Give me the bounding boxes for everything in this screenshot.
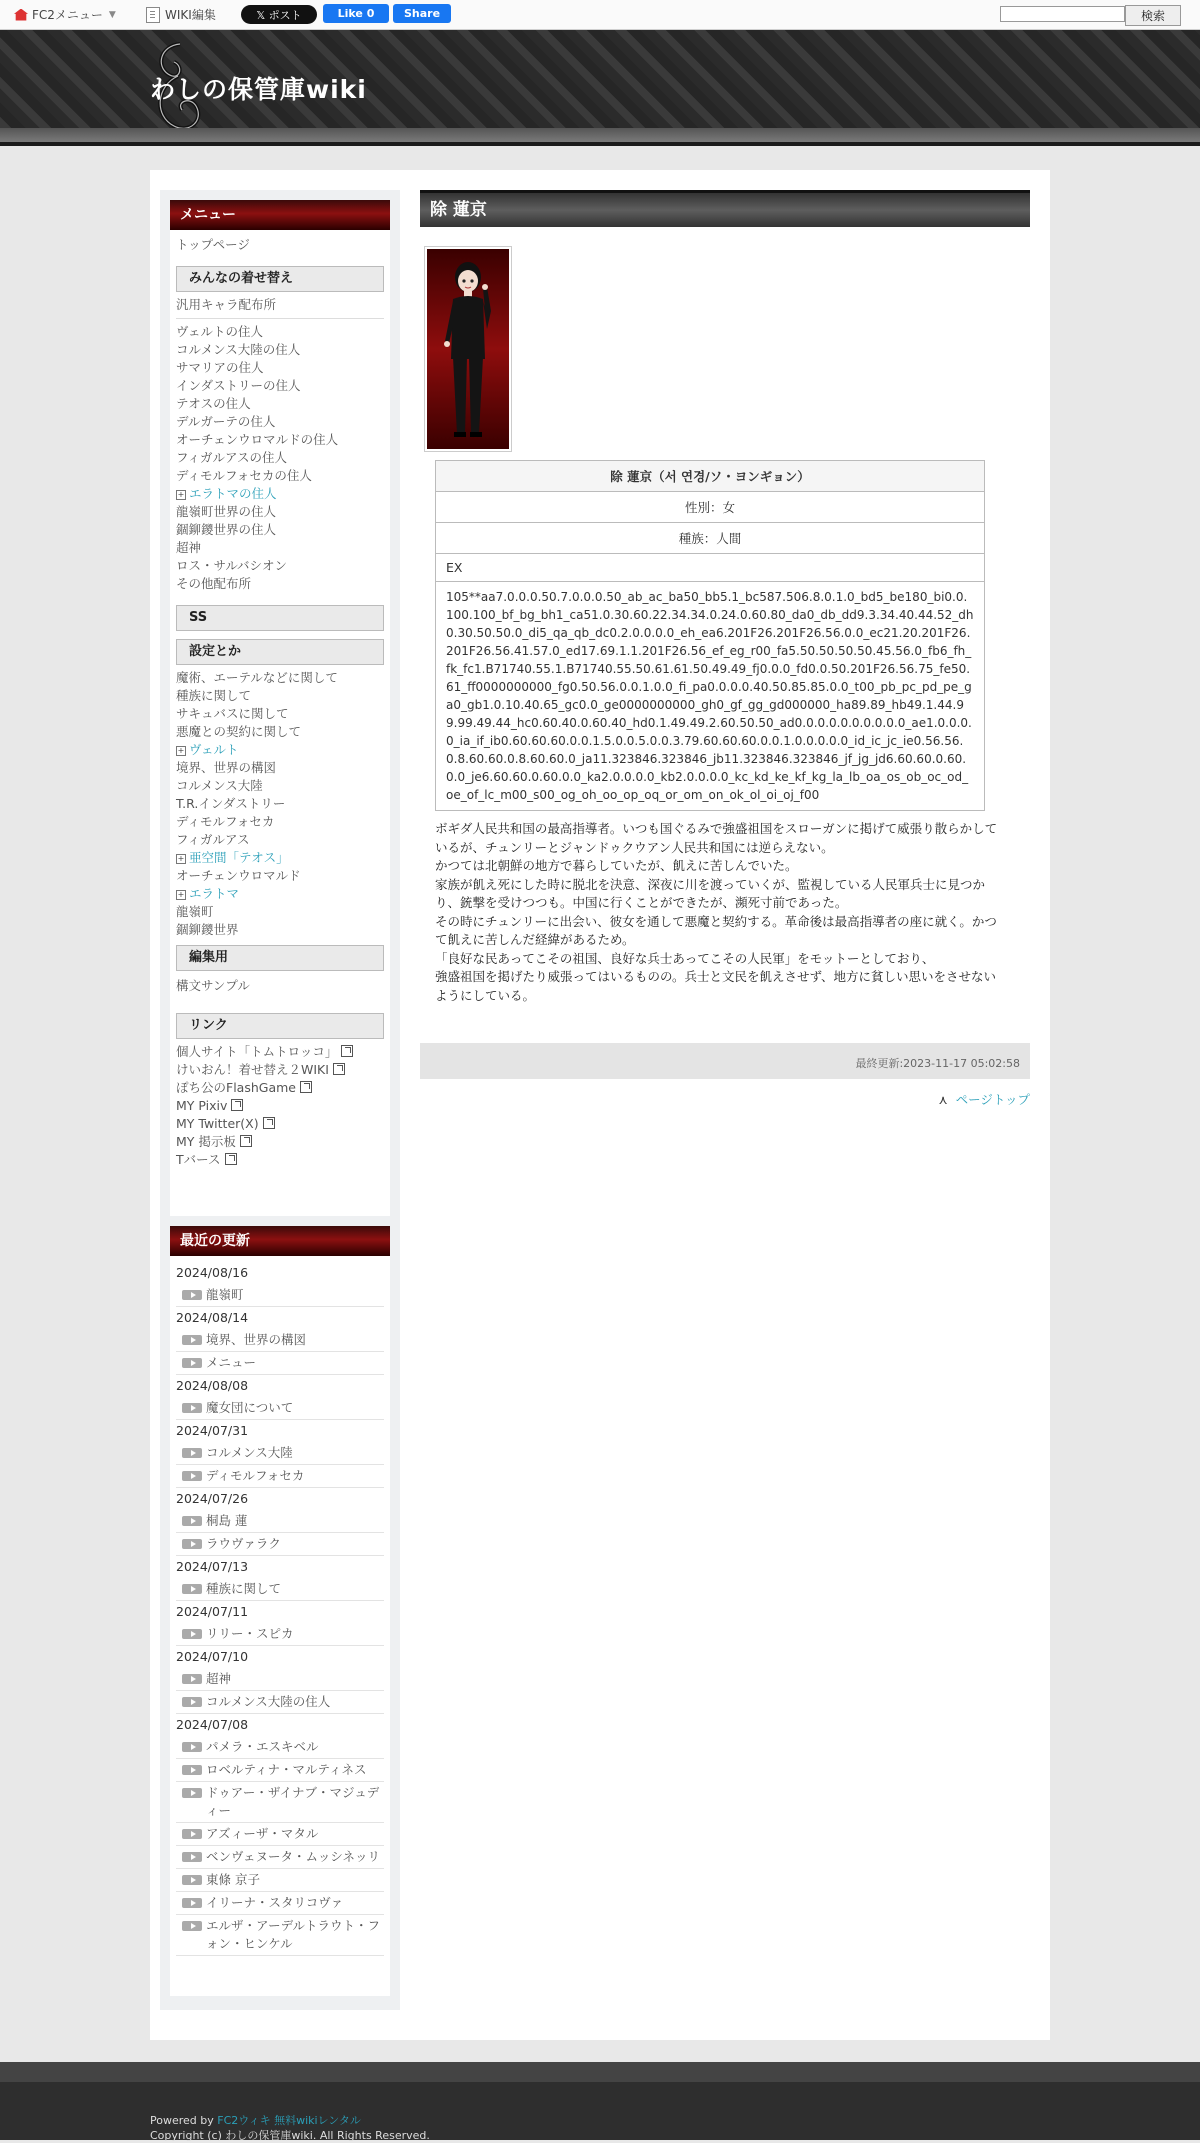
- search-input[interactable]: [1000, 6, 1125, 22]
- links-list: [170, 1043, 390, 1169]
- sidebar-item-resident-label: コルメンス大陸の住人: [176, 342, 301, 357]
- sidebar-item-resident-label: その他配布所: [176, 576, 252, 591]
- sidebar-external-link-6[interactable]: [176, 1151, 384, 1169]
- recent-update-item[interactable]: [176, 1823, 384, 1846]
- sidebar-item-resident-0[interactable]: [176, 323, 384, 341]
- play-arrow-icon: [182, 1788, 202, 1798]
- recent-update-label: ドゥアー・ザイナブ・マジュディー: [206, 1785, 380, 1818]
- last-updated-bar: [420, 1043, 1030, 1079]
- description-paragraph: 強盛祖国を掲げたり威張ってはいるものの。兵士と文民を飢えさせず、地方に貧しい思いをさせないようにしている。: [435, 969, 997, 1003]
- play-arrow-icon: [182, 1829, 202, 1839]
- sidebar-item-resident-10[interactable]: [176, 503, 384, 521]
- play-arrow-icon: [182, 1516, 202, 1526]
- recent-update-item[interactable]: [176, 1915, 384, 1956]
- main-content: [420, 190, 1030, 1107]
- external-link-icon: [231, 1099, 243, 1111]
- edit-page-icon: [146, 7, 160, 23]
- sidebar-item-setting-label: ヴェルト: [189, 742, 239, 757]
- sidebar-item-resident-label: ロス・サルバシオン: [176, 558, 288, 573]
- facebook-share-button[interactable]: Share: [393, 4, 451, 23]
- recent-update-label: 境界、世界の構図: [206, 1332, 307, 1347]
- sidebar-item-resident-label: テオスの住人: [176, 396, 251, 411]
- sidebar-item-resident-12[interactable]: [176, 539, 384, 557]
- play-arrow-icon: [182, 1742, 202, 1752]
- external-link-label: ぽち公のFlashGame: [176, 1080, 296, 1095]
- recent-update-label: 龍嶺町: [206, 1287, 244, 1302]
- external-link-icon: [263, 1117, 275, 1129]
- recent-updates-title: 最近の更新: [170, 1226, 390, 1256]
- sidebar-external-link-5[interactable]: [176, 1133, 384, 1151]
- character-image[interactable]: [424, 246, 512, 452]
- sidebar-item-setting-7[interactable]: [176, 795, 384, 813]
- sidebar-item-setting-label: 魔術、エーテルなどに関して: [176, 670, 338, 685]
- recent-date: 2024/07/26: [176, 1491, 249, 1506]
- expand-plus-icon[interactable]: +: [177, 746, 185, 755]
- recent-update-item[interactable]: [176, 1668, 384, 1691]
- sidebar-item-resident-7[interactable]: [176, 449, 384, 467]
- menu-title: メニュー: [170, 200, 390, 230]
- sidebar-item-top-page[interactable]: トップページ: [176, 237, 250, 252]
- recent-update-label: アズィーザ・マタル: [206, 1826, 319, 1841]
- sidebar-item-setting-label: 境界、世界の構図: [176, 760, 277, 775]
- play-arrow-icon: [182, 1674, 202, 1684]
- play-arrow-icon: [182, 1471, 202, 1481]
- sidebar-item-resident-label: 超神: [176, 540, 202, 555]
- recent-update-label: 種族に関して: [206, 1581, 282, 1596]
- sidebar-section-settings: 設定とか: [176, 639, 384, 665]
- recent-date: 2024/07/08: [176, 1717, 249, 1732]
- sidebar-item-setting-label: 悪魔との契約に関して: [176, 724, 302, 739]
- play-arrow-icon: [182, 1765, 202, 1775]
- recent-date: 2024/07/13: [176, 1559, 249, 1574]
- sidebar-item-resident-label: ディモルフォセカの住人: [176, 468, 312, 483]
- sidebar-item-resident-2[interactable]: [176, 359, 384, 377]
- sidebar-item-resident-label: サマリアの住人: [176, 360, 264, 375]
- recent-update-item[interactable]: [176, 1510, 384, 1533]
- sidebar-item-setting-1[interactable]: [176, 687, 384, 705]
- ex-label-cell: EX: [436, 554, 985, 582]
- fc2-menu-label: FC2メニュー: [32, 8, 103, 22]
- recent-update-label: 超神: [206, 1671, 232, 1686]
- description-paragraph: かつては北朝鮮の地方で暮らしていたが、飢えに苦しんでいた。: [435, 858, 798, 873]
- site-footer: [0, 2062, 1200, 2140]
- recent-update-label: ラウヴァラク: [206, 1536, 281, 1551]
- external-link-icon: [240, 1135, 252, 1147]
- sidebar-item-resident-3[interactable]: [176, 377, 384, 395]
- play-arrow-icon: [182, 1898, 202, 1908]
- home-icon: [14, 9, 28, 21]
- race-cell: 種族：人間: [436, 523, 985, 554]
- play-arrow-icon: [182, 1290, 202, 1300]
- sidebar-item-resident-label: デルガーテの住人: [176, 414, 276, 429]
- recent-update-label: ベンヴェヌータ・ムッシネッリ: [206, 1849, 381, 1864]
- sidebar-item-setting-0[interactable]: [176, 669, 384, 687]
- recent-update-item[interactable]: [176, 1846, 384, 1869]
- last-updated: 最終更新:2023-11-17 05:02:58: [855, 1057, 1020, 1070]
- recent-update-item[interactable]: [176, 1782, 384, 1823]
- recent-update-item[interactable]: [176, 1329, 384, 1352]
- play-arrow-icon: [182, 1403, 202, 1413]
- recent-update-item[interactable]: [176, 1736, 384, 1759]
- recent-date: 2024/08/14: [176, 1310, 249, 1325]
- page-title: 除 蓮京: [420, 190, 1030, 227]
- sidebar-item-resident-9[interactable]: [176, 485, 384, 503]
- recent-update-item[interactable]: [176, 1442, 384, 1465]
- sidebar-section-edit: 編集用: [176, 945, 384, 971]
- recent-update-item[interactable]: [176, 1284, 384, 1307]
- play-arrow-icon: [182, 1852, 202, 1862]
- sidebar: [160, 190, 400, 2010]
- play-arrow-icon: [182, 1584, 202, 1594]
- sidebar-item-resident-13[interactable]: [176, 557, 384, 575]
- search-button[interactable]: 検索: [1125, 5, 1181, 26]
- sidebar-item-setting-label: コルメンス大陸: [176, 778, 263, 793]
- settings-list: [170, 669, 390, 939]
- fc2-toolbar: [0, 0, 1200, 30]
- sidebar-item-setting-11[interactable]: [176, 867, 384, 885]
- sidebar-section-ss[interactable]: SS: [176, 605, 384, 631]
- play-arrow-icon: [182, 1921, 202, 1931]
- sidebar-external-link-0[interactable]: [176, 1043, 384, 1061]
- recent-update-item[interactable]: [176, 1578, 384, 1601]
- sidebar-item-setting-label: サキュバスに関して: [176, 706, 289, 721]
- page-container: [150, 170, 1050, 2040]
- external-link-icon: [341, 1045, 353, 1057]
- footer-copyright: Copyright (c) わしの保管庫wiki. All Rights Reserved.: [150, 2129, 430, 2142]
- sidebar-item-resident-14[interactable]: [176, 575, 384, 593]
- recent-update-label: 東條 京子: [206, 1872, 260, 1887]
- sidebar-item-resident-5[interactable]: [176, 413, 384, 431]
- recent-update-label: パメラ・エスキベル: [206, 1739, 319, 1754]
- recent-update-item[interactable]: [176, 1397, 384, 1420]
- sex-cell: 性別：女: [436, 492, 985, 523]
- recent-update-item[interactable]: [176, 1759, 384, 1782]
- sidebar-item-resident-label: 龍嶺町世界の住人: [176, 504, 277, 519]
- recent-date: 2024/07/11: [176, 1604, 249, 1619]
- character-name-cell: 除 蓮京（서 연경/ソ・ヨンギョン）: [436, 461, 985, 492]
- play-arrow-icon: [182, 1629, 202, 1639]
- sidebar-item-resident-8[interactable]: [176, 467, 384, 485]
- sidebar-item-resident-4[interactable]: [176, 395, 384, 413]
- play-arrow-icon: [182, 1358, 202, 1368]
- expand-plus-icon[interactable]: +: [177, 490, 185, 499]
- sidebar-item-setting-label: T.R.インダストリー: [176, 796, 286, 811]
- page-top-link[interactable]: [938, 1090, 1030, 1108]
- external-link-icon: [300, 1081, 312, 1093]
- play-arrow-icon: [182, 1697, 202, 1707]
- x-post-button[interactable]: 𝕏 ポスト: [241, 5, 317, 24]
- sidebar-item-setting-13[interactable]: [176, 903, 384, 921]
- sidebar-item-setting-4[interactable]: [176, 741, 384, 759]
- recent-date: 2024/07/31: [176, 1423, 249, 1438]
- sidebar-external-link-2[interactable]: [176, 1079, 384, 1097]
- powered-by-label: Powered by: [150, 2114, 218, 2127]
- recent-date: 2024/08/16: [176, 1265, 249, 1280]
- sidebar-item-setting-14[interactable]: [176, 921, 384, 939]
- wiki-edit-label: WIKI編集: [165, 8, 216, 22]
- external-link-label: MY Twitter(X): [176, 1116, 259, 1131]
- footer-powered: [150, 2112, 361, 2128]
- recent-update-label: リリー・スピカ: [206, 1626, 294, 1641]
- description-paragraph: ボギダ人民共和国の最高指導者。いつも国ぐるみで強盛祖国をスローガンに掲げて威張り散らかしているが、チュンリーとジャンドゥクウアン人民共和国には逆らえない。: [435, 821, 998, 855]
- recent-update-item[interactable]: [176, 1691, 384, 1714]
- recent-update-label: メニュー: [206, 1355, 257, 1370]
- recent-update-item[interactable]: [176, 1869, 384, 1892]
- sidebar-item-resident-label: 錮鉚鑁世界の住人: [176, 522, 277, 537]
- wiki-edit-button[interactable]: [146, 6, 216, 23]
- external-link-label: けいおん！着せ替え２WIKI: [176, 1062, 329, 1077]
- recent-update-item[interactable]: [176, 1352, 384, 1375]
- sidebar-item-resident-1[interactable]: [176, 341, 384, 359]
- external-link-icon: [225, 1153, 237, 1165]
- recent-update-item[interactable]: [176, 1465, 384, 1488]
- external-link-label: Tバース: [176, 1152, 221, 1167]
- character-info-table: [435, 460, 985, 811]
- recent-update-label: コルメンス大陸: [206, 1445, 293, 1460]
- sidebar-item-setting-3[interactable]: [176, 723, 384, 741]
- recent-date: 2024/07/10: [176, 1649, 249, 1664]
- external-link-label: MY 掲示板: [176, 1134, 236, 1149]
- up-arrow-icon: ⋏: [938, 1092, 948, 1107]
- sidebar-item-setting-6[interactable]: [176, 777, 384, 795]
- sidebar-item-setting-label: フィガルアス: [176, 832, 250, 847]
- fc2-menu-button[interactable]: [14, 6, 116, 23]
- sidebar-section-links: リンク: [176, 1013, 384, 1039]
- play-arrow-icon: [182, 1875, 202, 1885]
- page-top-label: ページトップ: [955, 1092, 1030, 1107]
- description-paragraph: その時にチュンリーに出会い、彼女を通して悪魔と契約する。革命後は最高指導者の座に就く。かつて飢えに苦しんだ経緯があるため。: [435, 913, 997, 947]
- recent-update-label: コルメンス大陸の住人: [206, 1694, 331, 1709]
- sidebar-external-link-4[interactable]: [176, 1115, 384, 1133]
- sidebar-item-setting-10[interactable]: [176, 849, 384, 867]
- sidebar-item-setting-label: 種族に関して: [176, 688, 252, 703]
- sidebar-external-link-1[interactable]: [176, 1061, 384, 1079]
- sidebar-item-setting-label: ディモルフォセカ: [176, 814, 275, 829]
- sidebar-section-dressup: みんなの着せ替え: [176, 266, 384, 292]
- recent-update-label: エルザ・アーデルトラウト・フォン・ヒンケル: [206, 1918, 381, 1951]
- sidebar-item-resident-label: インダストリーの住人: [176, 378, 301, 393]
- recent-update-label: イリーナ・スタリコヴァ: [206, 1895, 344, 1910]
- external-link-label: MY Pixiv: [176, 1098, 228, 1113]
- external-link-icon: [333, 1063, 345, 1075]
- recent-date: 2024/08/08: [176, 1378, 249, 1393]
- sidebar-item-generic-chars[interactable]: 汎用キャラ配布所: [176, 297, 277, 312]
- play-arrow-icon: [182, 1539, 202, 1549]
- recent-update-label: 桐島 蓮: [206, 1513, 248, 1528]
- description-paragraph: 「良好な民あってこその祖国、良好な兵士あってこその人民軍」をモットーとしており、: [435, 950, 935, 966]
- sidebar-item-setting-label: オーチェンウロマルド: [176, 868, 301, 883]
- recent-update-label: 魔女団について: [206, 1400, 294, 1415]
- facebook-like-button[interactable]: Like 0: [323, 4, 389, 23]
- recent-update-item[interactable]: [176, 1623, 384, 1646]
- sidebar-item-resident-label: フィガルアスの住人: [176, 450, 288, 465]
- recent-update-label: ロベルティナ・マルティネス: [206, 1762, 367, 1777]
- character-description: [435, 820, 1005, 1005]
- sidebar-item-setting-label: 亜空間「テオス」: [189, 850, 289, 865]
- play-arrow-icon: [182, 1335, 202, 1345]
- expand-plus-icon[interactable]: +: [177, 854, 185, 863]
- residents-list: [170, 323, 390, 593]
- fc2wiki-link[interactable]: FC2ウィキ 無料wikiレンタル: [217, 2114, 361, 2127]
- recent-update-label: ディモルフォセカ: [206, 1468, 305, 1483]
- sidebar-external-link-3[interactable]: [176, 1097, 384, 1115]
- sidebar-item-setting-12[interactable]: [176, 885, 384, 903]
- sidebar-item-setting-label: 龍嶺町: [176, 904, 214, 919]
- sidebar-item-resident-11[interactable]: [176, 521, 384, 539]
- recent-update-item[interactable]: [176, 1892, 384, 1915]
- expand-plus-icon[interactable]: +: [177, 890, 185, 899]
- sidebar-item-resident-label: オーチェンウロマルドの住人: [176, 432, 339, 447]
- play-arrow-icon: [182, 1448, 202, 1458]
- dressup-code-cell: 105**aa7.0.0.0.50.7.0.0.0.50_ab_ac_ba50_bb5.1_bc587.506.8.0.1.0_bd5_be180_bi0.0.100.100_bf_bg_bh1_ca51.0.30.60.22.34.34.0.24.0.60.80_da0_db_dd9.3.34.40.44.52_dh0.30.50.50.0_di5_qa_qb_dc0.2.0.0.0.0_eh_ea6.201F26.201F26.56.0.0_ec21.20.201F26.201F26.56.41.57.0_ed17.69.1.1.201F26.56_ef_eg_r00_fa5.50.50.50.50.45.56.0_fb6_fh_fk_fc1.B71740.55.1.B71740.55.50.61.61.50.49.49_fj0.0.0_fd0.0.50.201F26.56.75_fe50.61_ff0000000000_fg0.50.56.0.0.1.0.0_fi_pa0.0.0.0.40.50.85.85.0.0_t00_pb_pc_pd_pe_ga0_gb1.0.10.40.65_gc0.0_ge0000000000_gh0_gf_gg_gd000000_ha89.89_hb49.1.44.99.99.49.44_hc0.60.40.0.60.40_hd0.1.49.49.2.60.50.50_ad0.0.0.0.0.0.0.0.0.0_ae1.0.0.0.0_ia_if_ib0.60.60.60.0.0.1.5.0.0.5.0.0.3.79.60.60.60.0.0.1.0.0.0.0.0_id_ic_jc_ie0.56.56.0.8.60.60.0.8.60.60.0_ja11.323846.323846_jb11.323846.323846_jf_jg_jd6.60.60.0.60.0.0_je6.60.60.0.60.0.0_ka2.0.0.0.0_kb2.0.0.0.0_kc_kd_ke_kf_kg_la_lb_oa_os_ob_oc_od_oe_of_lc_m00_s00_og_oh_oo_op_oq_or_om_on_ok_ol_oi_oj_f00: [436, 582, 985, 811]
- sidebar-item-resident-label: ヴェルトの住人: [176, 324, 264, 339]
- sidebar-item-setting-8[interactable]: [176, 813, 384, 831]
- sidebar-item-setting-2[interactable]: [176, 705, 384, 723]
- menu-box: [170, 200, 390, 1216]
- sidebar-item-setting-9[interactable]: [176, 831, 384, 849]
- character-portrait-icon: [427, 249, 509, 449]
- sidebar-item-resident-6[interactable]: [176, 431, 384, 449]
- recent-update-item[interactable]: [176, 1533, 384, 1556]
- recent-updates-box: [170, 1226, 390, 1996]
- recent-updates-list: [170, 1262, 390, 1956]
- sidebar-item-resident-label: エラトマの住人: [189, 486, 277, 501]
- divider: [176, 318, 384, 319]
- sidebar-item-syntax-sample[interactable]: 構文サンプル: [176, 978, 250, 993]
- sidebar-item-setting-label: 錮鉚鑁世界: [176, 922, 239, 937]
- description-paragraph: 家族が飢え死にした時に脱北を決意、深夜に川を渡っていくが、監視している人民軍兵士に見つかり、銃撃を受けつつも。中国に行くことができたが、瀕死寸前であった。: [435, 876, 986, 910]
- site-title[interactable]: わしの保管庫wiki: [150, 75, 367, 104]
- sidebar-item-setting-label: エラトマ: [189, 886, 240, 901]
- sidebar-item-setting-5[interactable]: [176, 759, 384, 777]
- chevron-down-icon: ▼: [108, 9, 116, 20]
- site-header: [0, 30, 1200, 146]
- external-link-label: 個人サイト「トムトロッコ」: [176, 1044, 338, 1059]
